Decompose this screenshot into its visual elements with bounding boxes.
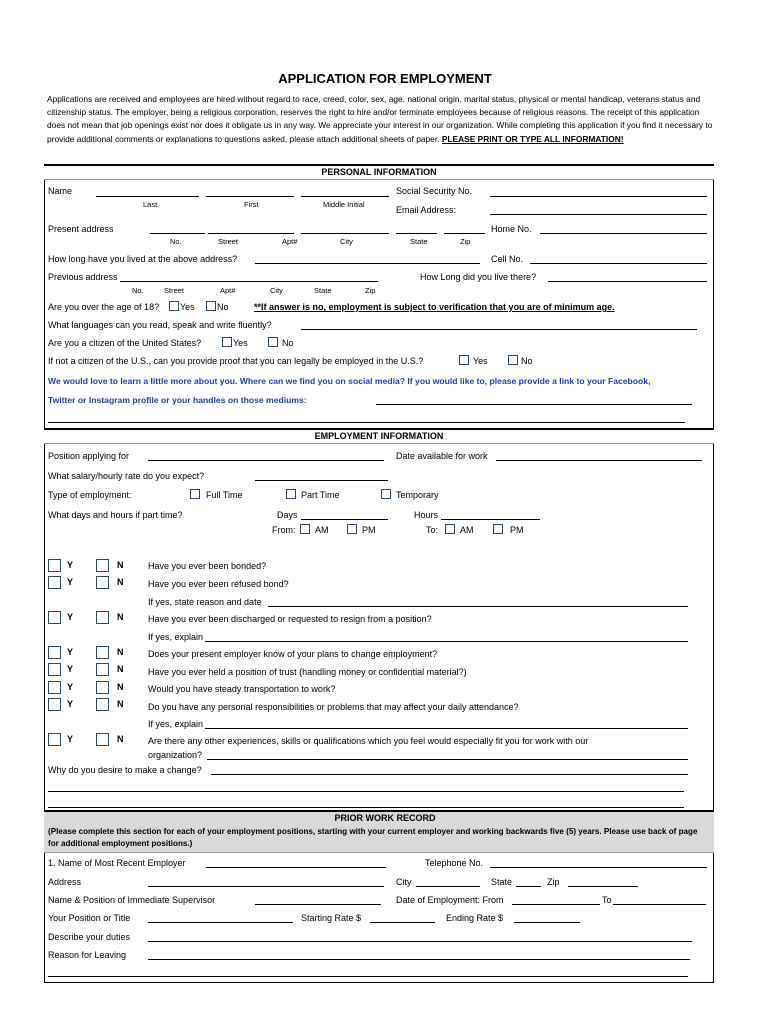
personal-y-label: Y [67,699,74,709]
intro-emphasis: PLEASE PRINT OR TYPE ALL INFORMATION! [441,133,624,144]
social-media-prompt: We would love to learn a little more about you. Where can we find you on social media? If you would like to, please provide a link to your Facebook, [48,376,651,386]
languages-field[interactable] [301,329,697,330]
prev-apt-caption: Apt# [220,286,236,295]
to-label: To: [426,525,439,535]
q-know: Does your present employer know of your plans to change employment? [148,649,438,659]
proof-label: If not a citizen of the U.S., can you provide proof that you can legally be employed in the U.S.? [48,356,424,366]
your-position-field[interactable] [148,922,293,923]
proof-no-label: No [521,356,533,366]
days-label: Days [277,510,298,520]
intro-paragraph [47,93,717,146]
type-label: Type of employment: [48,490,132,500]
over18-yes-label: Yes [180,302,195,312]
proof-yes-label: Yes [473,356,488,366]
present-no-caption: No. [170,237,182,246]
over18-label: Are you over the age of 18? [48,302,160,312]
transport-n-label: N [117,682,124,692]
last-caption: Last [143,200,158,209]
first-caption: First [244,200,259,209]
position-label: Position applying for [48,451,130,461]
to-pm-label: PM [510,525,524,535]
other-n-label: N [117,734,124,744]
discharged-explain-field[interactable] [205,641,688,642]
social-media-prompt-2: Twitter or Instagram profile or your handles on those mediums: [48,395,307,405]
transport-n-checkbox[interactable] [96,681,109,694]
duties-field[interactable] [148,941,692,942]
present-street-caption: Street [218,237,239,246]
citizen-no-checkbox[interactable] [268,337,278,347]
prior-city-label: City [396,877,412,887]
know-n-checkbox[interactable] [96,646,109,659]
intro-text: Applications are received and employees are hired without regard to race, creed, color, sex, age, national origin, marital status, physical or mental handicap, veterans status and citizenship status. The employer, being a religious corporation, reserves the right to hire and/or terminate employees because of religious reasons. The receipt of this application does not mean that job openings exist nor does it obligate us in any way. We appreciate your interest in our organization. While completing this application if you find it necessary to provide additional comments or explanations to questions asked, please attach additional sheets of paper. [47,94,713,144]
refused-y-checkbox[interactable] [48,576,61,589]
refused-n-label: N [117,577,124,587]
other-field[interactable] [207,759,688,760]
other-n-checkbox[interactable] [96,733,109,746]
ssn-field[interactable] [490,196,707,197]
over18-no-checkbox[interactable] [206,301,216,311]
refused-n-checkbox[interactable] [96,576,109,589]
first-name-field[interactable] [206,196,294,197]
transport-y-checkbox[interactable] [48,681,61,694]
your-position-label: Your Position or Title [48,913,131,923]
trust-y-label: Y [67,664,74,674]
social-media-field[interactable] [376,404,692,405]
hours-label: Hours [414,510,439,520]
trust-n-checkbox[interactable] [96,663,109,676]
prev-street-caption: Street [164,286,185,295]
citizen-yes-label: Yes [233,338,248,348]
discharged-n-checkbox[interactable] [96,611,109,624]
prev-city-caption: City [270,286,283,295]
employer-label: 1. Name of Most Recent Employer [48,858,186,868]
from-label: From: [272,525,296,535]
home-no-field[interactable] [540,233,707,234]
email-field[interactable] [490,214,707,215]
date-from-field[interactable] [512,904,600,905]
date-to-field[interactable] [613,904,706,905]
q-transport: Would you have steady transportation to work? [148,684,336,694]
present-state-field[interactable] [396,233,437,234]
full-time-label: Full Time [206,490,243,500]
know-y-checkbox[interactable] [48,646,61,659]
languages-label: What languages can you read, speak and write fluently? [48,320,272,330]
reason-field-2[interactable] [48,976,688,977]
ending-rate-field[interactable] [514,922,580,923]
part-time-checkbox[interactable] [286,489,296,499]
hours-field[interactable] [441,519,540,520]
personal-section-header: PERSONAL INFORMATION [44,164,714,180]
bonded-n-checkbox[interactable] [96,559,109,572]
days-hours-label: What days and hours if part time? [48,510,183,520]
supervisor-label: Name & Position of Immediate Supervisor [48,895,216,905]
prior-address-label: Address [48,877,82,887]
personal-n-checkbox[interactable] [96,698,109,711]
date-to-label: To [602,895,612,905]
why-field-3[interactable] [48,807,684,808]
prior-city-field[interactable] [416,886,480,887]
citizen-yes-checkbox[interactable] [222,337,232,347]
citizen-no-label: No [282,338,294,348]
duties-label: Describe your duties [48,932,131,942]
prev-state-caption: State [314,286,332,295]
page-title: APPLICATION FOR EMPLOYMENT [278,71,492,86]
days-field[interactable] [301,519,388,520]
why-field-2[interactable] [48,791,684,792]
employer-field[interactable] [206,867,386,868]
how-long-prev-label: How Long did you live there? [420,272,537,282]
full-time-checkbox[interactable] [190,489,200,499]
discharged-y-checkbox[interactable] [48,611,61,624]
cell-no-label: Cell No. [491,254,524,264]
reason-label: Reason for Leaving [48,950,127,960]
from-am-checkbox[interactable] [300,524,310,534]
temporary-checkbox[interactable] [381,489,391,499]
transport-y-label: Y [67,682,74,692]
over18-note: **If answer is no, employment is subject to verification that you are of minimum age. [254,302,615,312]
how-long-label: How long have you lived at the above address? [48,254,238,264]
refused-reason-field[interactable] [268,606,688,607]
q-other: Are there any other experiences, skills or qualifications which you feel would especially fit you for work with our [148,736,589,746]
part-time-label: Part Time [301,490,340,500]
name-label: Name [48,186,73,196]
cell-no-field[interactable] [530,263,707,264]
middle-initial-field[interactable] [301,196,389,197]
temporary-label: Temporary [396,490,439,500]
home-no-label: Home No. [491,224,532,234]
employment-section-header: EMPLOYMENT INFORMATION [44,428,714,444]
from-am-label: AM [315,525,329,535]
to-am-label: AM [460,525,474,535]
proof-yes-checkbox[interactable] [459,355,469,365]
date-available-field[interactable] [496,460,702,461]
reason-field[interactable] [148,959,690,960]
why-field[interactable] [211,774,688,775]
date-available-label: Date available for work [396,451,488,461]
last-name-field[interactable] [96,196,199,197]
q-why: Why do you desire to make a change? [48,765,202,775]
q-personal-explain: If yes, explain [148,719,204,729]
middle-caption: Middle Initial [323,200,365,209]
salary-label: What salary/hourly rate do you expect? [48,471,205,481]
present-zip-caption: Zip [460,237,471,246]
refused-y-label: Y [67,577,74,587]
bonded-y-checkbox[interactable] [48,559,61,572]
present-state-caption: State [410,237,428,246]
previous-address-label: Previous address [48,272,118,282]
know-y-label: Y [67,647,74,657]
social-media-field-2[interactable] [48,422,685,423]
present-no-field[interactable] [150,233,205,234]
to-pm-checkbox[interactable] [493,524,503,534]
q-discharged-explain: If yes, explain [148,632,204,642]
prior-zip-label: Zip [547,877,560,887]
supervisor-field[interactable] [255,904,381,905]
present-city-field[interactable] [301,233,389,234]
present-address-label: Present address [48,224,114,234]
from-pm-label: PM [362,525,376,535]
prior-zip-field[interactable] [568,886,638,887]
telephone-field[interactable] [490,867,707,868]
personal-explain-field[interactable] [205,728,688,729]
trust-y-checkbox[interactable] [48,663,61,676]
present-apt-caption: Apt# [282,237,298,246]
over18-no-label: No [217,302,229,312]
ssn-label: Social Security No. [396,186,473,196]
prev-zip-caption: Zip [365,286,376,295]
q-discharged: Have you ever been discharged or requested to resign from a position? [148,614,432,624]
q-bonded: Have you ever been bonded? [148,561,267,571]
over18-yes-checkbox[interactable] [169,301,179,311]
personal-n-label: N [117,699,124,709]
dates-label: Date of Employment: From [396,895,504,905]
previous-address-field[interactable] [120,281,378,282]
discharged-n-label: N [117,612,124,622]
email-label: Email Address: [396,205,457,215]
present-city-caption: City [340,237,353,246]
how-long-prev-field[interactable] [548,281,707,282]
q-other-2: organization? [148,750,203,760]
prior-note: (Please complete this section for each of your employment positions, starting with your current employer and working backwards five (5) years. Please use back of page for additional employment positions.) [48,827,698,848]
q-personal: Do you have any personal responsibilities or problems that may affect your daily attendance? [148,702,519,712]
other-y-checkbox[interactable] [48,733,61,746]
bonded-y-label: Y [67,560,74,570]
q-trust: Have you ever held a position of trust (handling money or confidential material?) [148,667,467,677]
prior-state-field[interactable] [516,886,541,887]
present-street-field[interactable] [208,233,294,234]
trust-n-label: N [117,664,124,674]
q-refused: Have you ever been refused bond? [148,579,289,589]
personal-y-checkbox[interactable] [48,698,61,711]
citizen-label: Are you a citizen of the United States? [48,338,202,348]
prev-no-caption: No. [132,286,144,295]
other-y-label: Y [67,734,74,744]
prior-address-field[interactable] [148,886,384,887]
starting-rate-label: Starting Rate $ [301,913,362,923]
telephone-label: Telephone No. [425,858,484,868]
prior-section-header: PRIOR WORK RECORD [334,813,436,823]
position-field[interactable] [148,460,384,461]
proof-no-checkbox[interactable] [508,355,518,365]
how-long-field[interactable] [255,263,480,264]
know-n-label: N [117,647,124,657]
to-am-checkbox[interactable] [445,524,455,534]
present-zip-field[interactable] [444,233,485,234]
from-pm-checkbox[interactable] [347,524,357,534]
ending-rate-label: Ending Rate $ [446,913,504,923]
q-refused-reason: If yes, state reason and date [148,597,262,607]
starting-rate-field[interactable] [370,922,435,923]
salary-field[interactable] [255,480,388,481]
bonded-n-label: N [117,560,124,570]
discharged-y-label: Y [67,612,74,622]
prior-state-label: State [491,877,513,887]
